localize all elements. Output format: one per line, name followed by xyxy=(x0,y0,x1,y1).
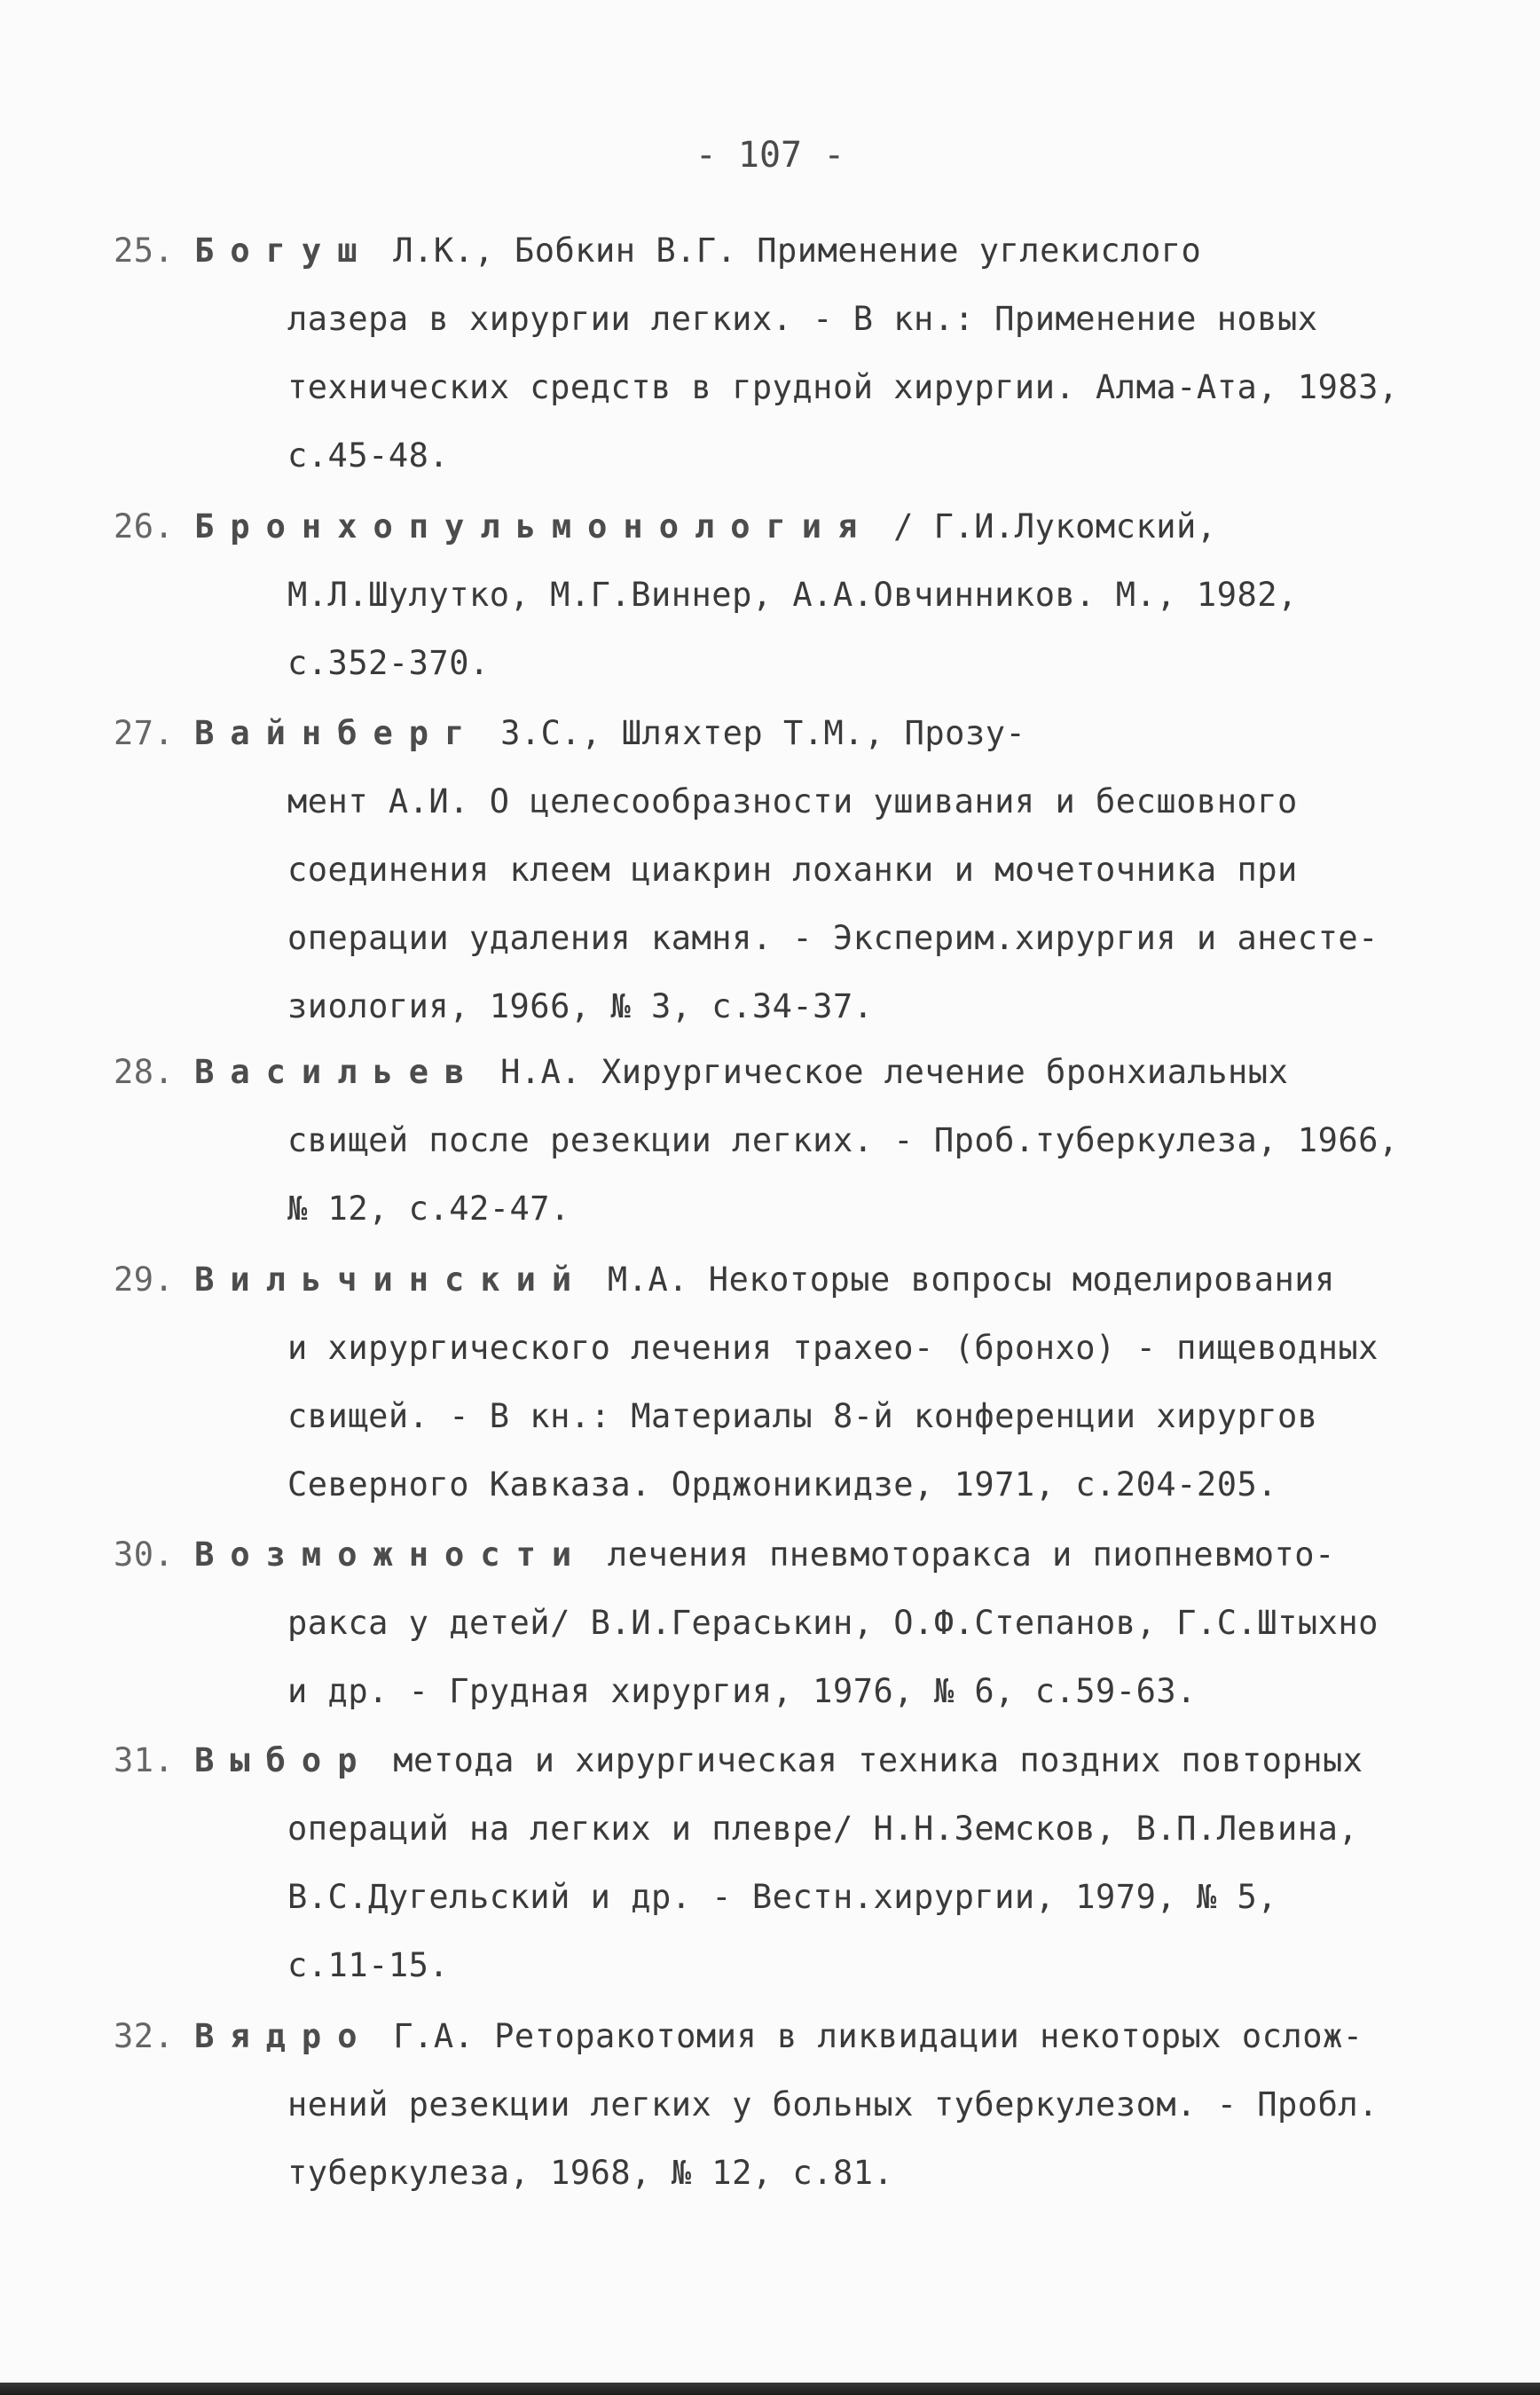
reference-text-line: мент А.И. О целесообразности ушивания и бесшовного xyxy=(287,782,1298,821)
reference-text-line: с.11-15. xyxy=(287,1946,450,1984)
reference-number: 25. xyxy=(114,232,175,270)
reference-author: Васильев xyxy=(194,1053,481,1091)
reference-text-line: № 12, с.42-47. xyxy=(287,1190,570,1228)
reference-entry xyxy=(114,2002,1444,2207)
reference-author: Вайнберг xyxy=(194,714,481,752)
reference-text-line: лечения пневмоторакса и пиопневмото- xyxy=(587,1535,1335,1574)
reference-number: 27. xyxy=(114,714,175,752)
reference-entry xyxy=(114,1245,1444,1519)
page-number: - 107 - xyxy=(695,135,845,176)
reference-entry xyxy=(114,216,1444,490)
reference-number: 31. xyxy=(114,1741,175,1779)
reference-text-line: с.45-48. xyxy=(287,436,450,475)
reference-entry xyxy=(114,1038,1444,1243)
reference-author: Вядро xyxy=(194,2017,373,2055)
reference-text-line: технических средств в грудной хирургии. Алма-Ата, 1983, xyxy=(287,368,1399,406)
reference-text-line: с.352-370. xyxy=(287,644,490,682)
reference-text-line: Г.А. Реторакотомия в ликвидации некоторых ослож- xyxy=(373,2017,1363,2055)
reference-author: Вильчинский xyxy=(194,1260,588,1299)
reference-author: Возможности xyxy=(194,1535,588,1574)
reference-text-line: туберкулеза, 1968, № 12, с.81. xyxy=(287,2154,894,2192)
scan-bottom-edge xyxy=(0,2383,1540,2395)
reference-text-line: Северного Кавказа. Орджоникидзе, 1971, с.204-205. xyxy=(287,1465,1278,1504)
reference-text-line: / Г.И.Лукомский, xyxy=(873,507,1217,546)
reference-entry xyxy=(114,1520,1444,1725)
reference-text-line: метода и хирургическая техника поздних повторных xyxy=(373,1741,1363,1779)
reference-text-line: З.С., Шляхтер Т.М., Прозу- xyxy=(480,714,1026,752)
reference-text-line: В.С.Дугельский и др. - Вестн.хирургии, 1979, № 5, xyxy=(287,1878,1278,1916)
reference-text-line: операций на легких и плевре/ Н.Н.Земсков, В.П.Левина, xyxy=(287,1810,1359,1848)
reference-text-line: и др. - Грудная хирургия, 1976, № 6, с.59-63. xyxy=(287,1672,1197,1710)
reference-number: 32. xyxy=(114,2017,175,2055)
reference-text-line: и хирургического лечения трахео- (бронхо) - пищеводных xyxy=(287,1329,1379,1367)
reference-author: Выбор xyxy=(194,1741,373,1779)
reference-entry xyxy=(114,1726,1444,1999)
reference-number: 29. xyxy=(114,1260,175,1299)
reference-author: Богуш xyxy=(194,232,373,270)
reference-text-line: ракса у детей/ В.И.Гераськин, О.Ф.Степанов, Г.С.Штыхно xyxy=(287,1604,1379,1642)
reference-text-line: операции удаления камня. - Эксперим.хирургия и анесте- xyxy=(287,919,1379,957)
reference-text-line: Н.А. Хирургическое лечение бронхиальных xyxy=(480,1053,1289,1091)
reference-text-line: Л.К., Бобкин В.Г. Применение углекислого xyxy=(373,232,1202,270)
reference-text-line: М.А. Некоторые вопросы моделирования xyxy=(587,1260,1335,1299)
reference-number: 26. xyxy=(114,507,175,546)
reference-text-line: соединения клеем циакрин лоханки и мочеточника при xyxy=(287,851,1298,889)
reference-text-line: свищей. - В кн.: Материалы 8-й конференции хирургов xyxy=(287,1397,1318,1435)
reference-text-line: зиология, 1966, № 3, с.34-37. xyxy=(287,987,874,1025)
reference-text-line: нений резекции легких у больных туберкулезом. - Пробл. xyxy=(287,2085,1379,2124)
reference-entry xyxy=(114,699,1444,1040)
reference-text-line: лазера в хирургии легких. - В кн.: Применение новых xyxy=(287,300,1318,338)
reference-text-line: М.Л.Шулутко, М.Г.Виннер, А.А.Овчинников. М., 1982, xyxy=(287,576,1298,614)
reference-entry xyxy=(114,492,1444,697)
reference-number: 28. xyxy=(114,1053,175,1091)
reference-number: 30. xyxy=(114,1535,175,1574)
reference-author: Бронхопульмонология xyxy=(194,507,874,546)
reference-text-line: свищей после резекции легких. - Проб.туберкулеза, 1966, xyxy=(287,1121,1399,1159)
